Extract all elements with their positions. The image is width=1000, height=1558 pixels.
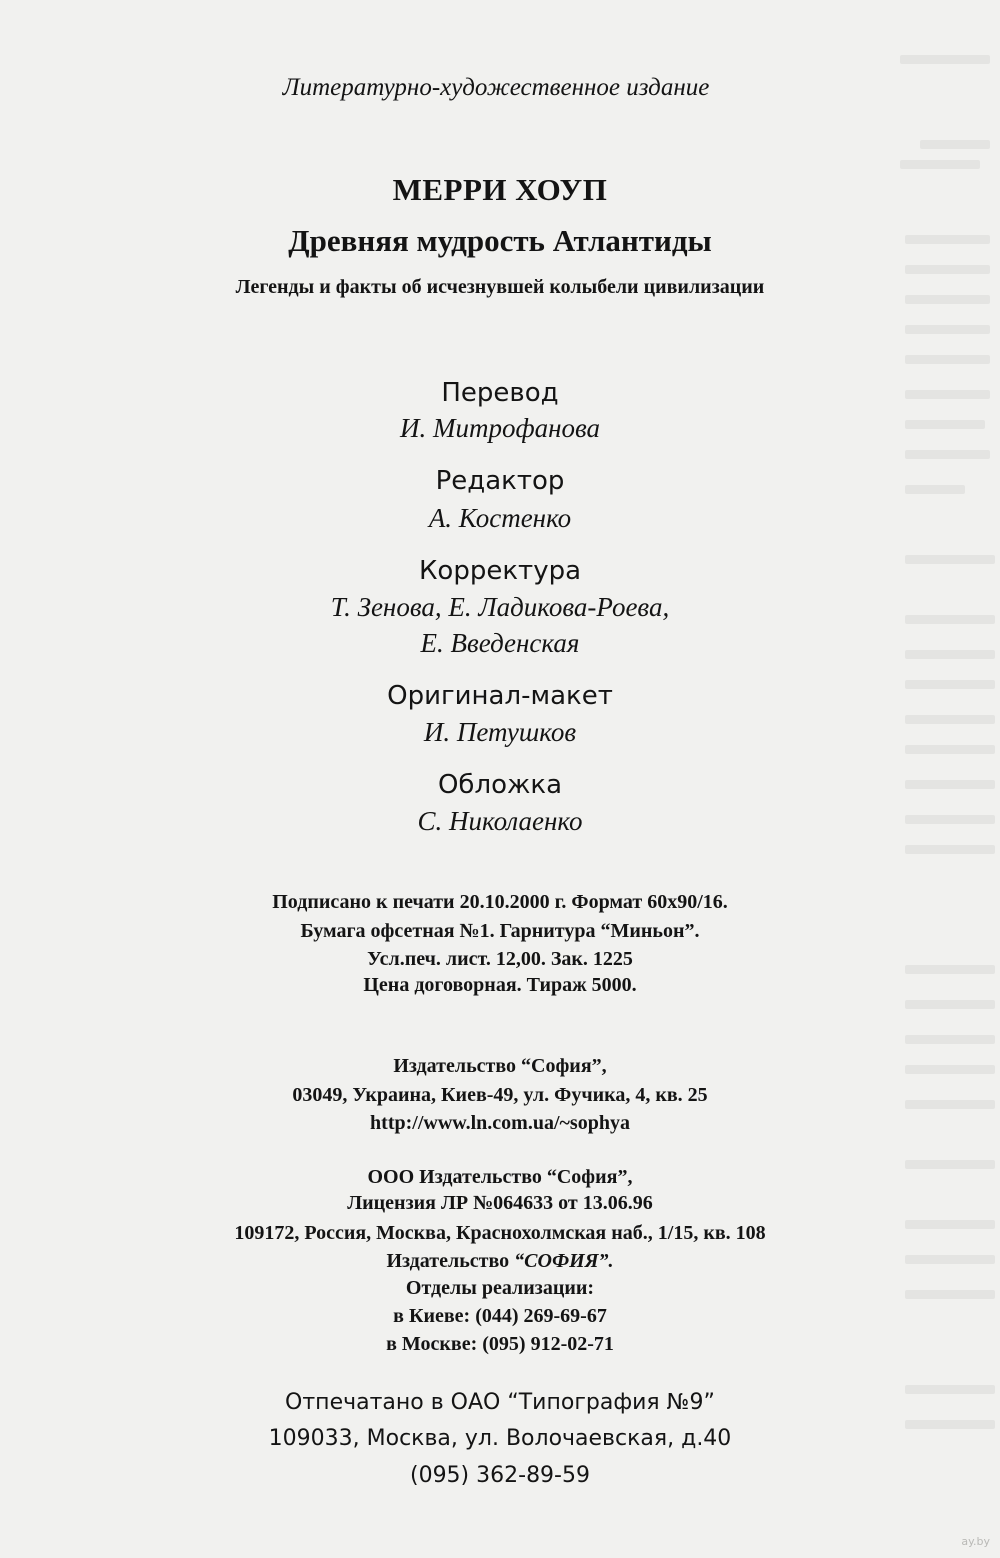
series-label: Литературно-художественное издание	[282, 74, 710, 101]
printer-line2: 109033, Москва, ул. Волочаевская, д.40	[268, 1426, 732, 1451]
proofreading-names-line2: Е. Введенская	[420, 628, 580, 658]
print-details-line2: Бумага офсетная №1. Гарнитура “Миньон”.	[300, 920, 700, 942]
sales-kiev: в Киеве: (044) 269-69-67	[393, 1305, 607, 1327]
print-details-line3: Усл.печ. лист. 12,00. Зак. 1225	[367, 948, 633, 970]
publisher-ru-address: 109172, Россия, Москва, Краснохолмская наб., 1/15, кв. 108	[234, 1222, 766, 1244]
proofreading-names-line1: Т. Зенова, Е. Ладикова-Роева,	[330, 592, 670, 622]
publisher-ua-address: 03049, Украина, Киев-49, ул. Фучика, 4, кв. 25	[292, 1084, 708, 1106]
watermark: ay.by	[961, 1535, 990, 1548]
publisher-ru-imprint	[0, 1250, 1000, 1273]
print-details-line4: Цена договорная. Тираж 5000.	[363, 974, 637, 996]
sales-heading: Отделы реализации:	[405, 1277, 595, 1299]
book-title: Древняя мудрость Атлантиды	[288, 223, 712, 258]
printer-line3: (095) 362-89-59	[409, 1463, 590, 1488]
proofreading-label: Корректура	[418, 556, 582, 586]
sales-moscow: в Москве: (095) 912-02-71	[386, 1333, 614, 1355]
publisher-ua-url: http://www.ln.com.ua/~sophya	[370, 1112, 630, 1134]
layout-label: Оригинал-макет	[387, 681, 613, 711]
cover-label: Обложка	[437, 770, 563, 800]
cover-name: С. Николаенко	[417, 806, 583, 836]
publisher-ua-name: Издательство “София”,	[393, 1055, 607, 1077]
publisher-ru-company: ООО Издательство “София”,	[367, 1166, 633, 1188]
editor-name: А. Костенко	[428, 503, 572, 533]
translation-label: Перевод	[441, 378, 559, 408]
book-subtitle: Легенды и факты об исчезнувшей колыбели цивилизации	[235, 276, 765, 298]
author-name: МЕРРИ ХОУП	[392, 172, 608, 207]
publisher-ru-imprint-name: “СОФИЯ”.	[514, 1250, 614, 1272]
print-details-line1: Подписано к печати 20.10.2000 г. Формат 60х90/16.	[272, 891, 728, 913]
publisher-ru-license: Лицензия ЛР №064633 от 13.06.96	[347, 1192, 653, 1214]
layout-name: И. Петушков	[423, 717, 577, 747]
translation-name: И. Митрофанова	[399, 413, 601, 443]
publisher-ru-imprint-prefix: Издательство	[386, 1250, 515, 1272]
printer-line1: Отпечатано в ОАО “Типография №9”	[285, 1390, 715, 1415]
editor-label: Редактор	[435, 466, 565, 496]
